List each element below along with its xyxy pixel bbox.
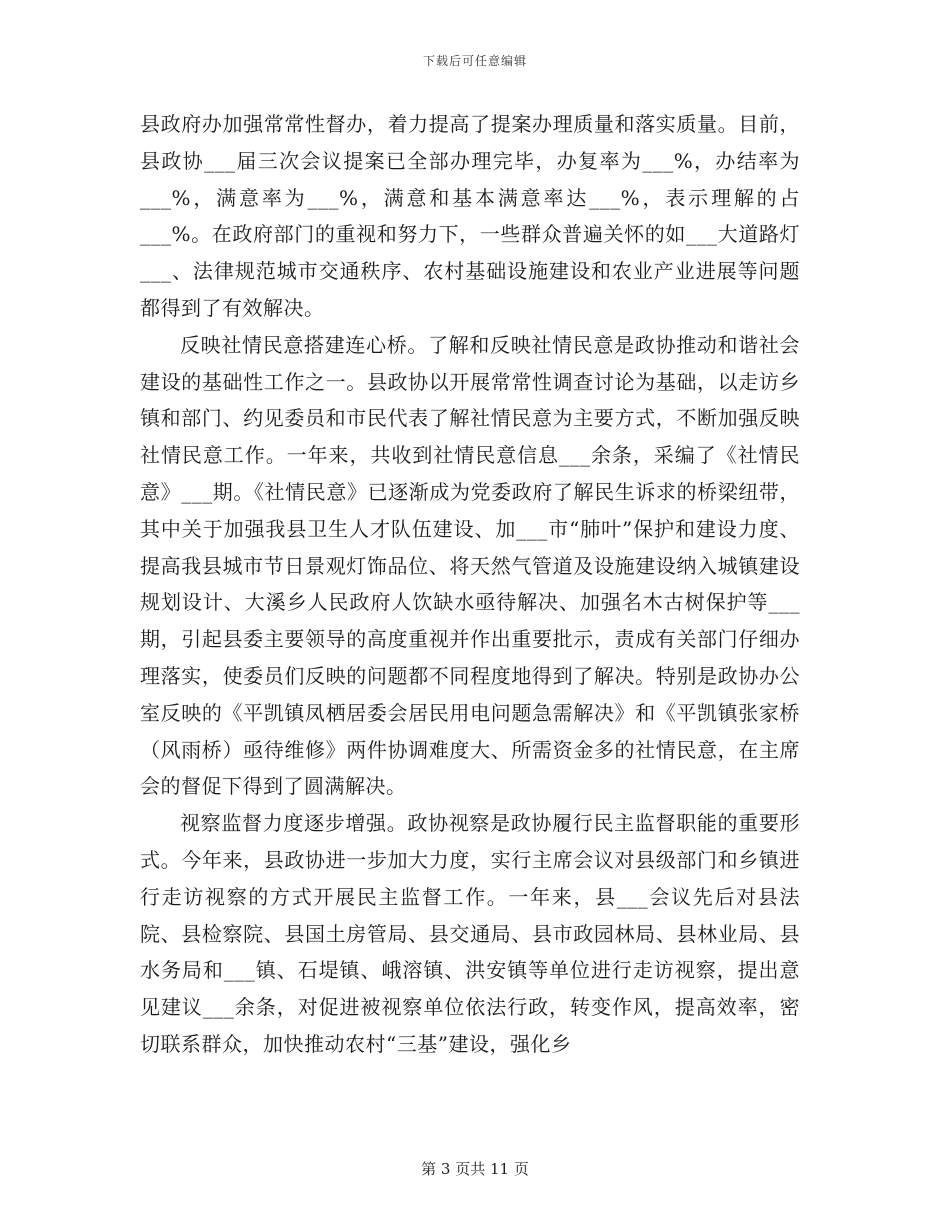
page-number: 第 3 页共 11 页 [421,1160,529,1178]
paragraph-3: 视察监督力度逐步增强。政协视察是政协履行民主监督职能的重要形式。今年来，县政协进一步加大力度，实行主席会议对县级部门和乡镇进行走访视察的方式开展民主监督工作。一年来，县___会议先后对县法院、县检察院、县国土房管局、县交通局、县市政园林局、县林业局、县水务局和___镇、石堤镇、峨溶镇、洪安镇等单位进行走访视察，提出意见建议___余条，对促进被视察单位依法行政，转变作风，提高效率，密切联系群众，加快推动农村“三基”建设，强化乡 [140,811,800,1056]
header-note: 下载后可任意编辑 [422,54,527,68]
document-body [140,106,800,1063]
paragraph-1: 县政府办加强常常性督办，着力提高了提案办理质量和落实质量。目前，县政协___届三次会议提案已全部办理完毕，办复率为___%，办结率为___%，满意率为___%，满意和基本满意率达___%，表示理解的占___%。在政府部门的重视和努力下，一些群众普遍关怀的如___大道路灯___、法律规范城市交通秩序、农村基础设施建设和农业产业进展等问题都得到了有效解决。 [140,112,800,320]
paragraph-2: 反映社情民意搭建连心桥。了解和反映社情民意是政协推动和谐社会建设的基础性工作之一。县政协以开展常常性调查讨论为基础，以走访乡镇和部门、约见委员和市民代表了解社情民意为主要方式，不断加强反映社情民意工作。一年来，共收到社情民意信息___余条，采编了《社情民意》___期。《社情民意》已逐渐成为党委政府了解民生诉求的桥梁纽带，其中关于加强我县卫生人才队伍建设、加___市“肺叶”保护和建设力度、提高我县城市节日景观灯饰品位、将天然气管道及设施建设纳入城镇建设规划设计、大溪乡人民政府人饮缺水亟待解决、加强名木古树保护等___期，引起县委主要领导的高度重视并作出重要批示，责成有关部门仔细办理落实，使委员们反映的问题都不同程度地得到了解决。特别是政协办公室反映的《平凯镇凤栖居委会居民用电问题急需解决》和《平凯镇张家桥（风雨桥）亟待维修》两件协调难度大、所需资金多的社情民意，在主席会的督促下得到了圆满解决。 [140,332,800,799]
